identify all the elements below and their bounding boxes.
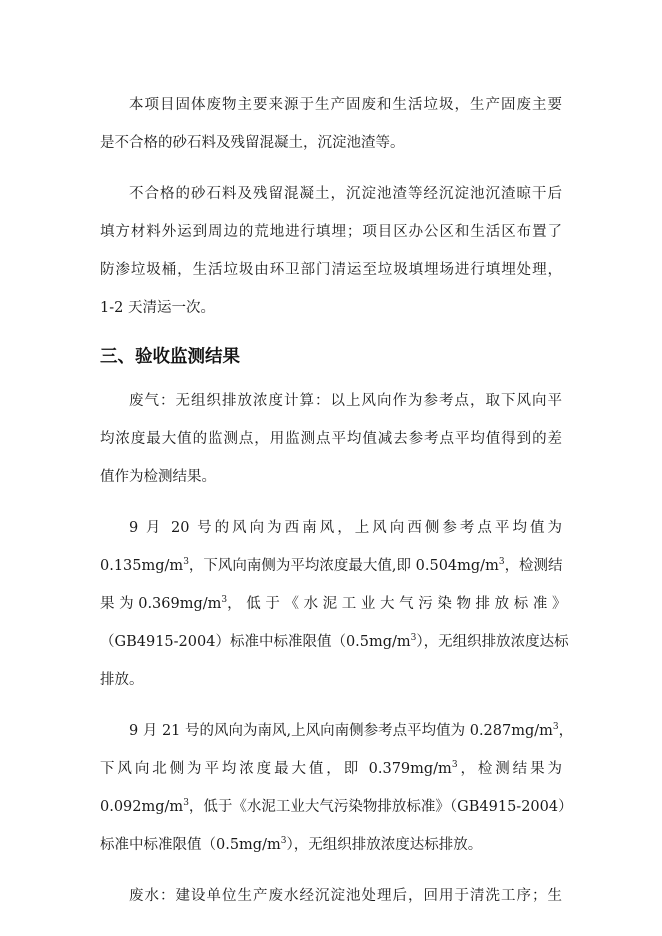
superscript: 3 — [552, 722, 559, 733]
value-text: 下风向北侧为平均浓度最大值，即 0.379mg/m — [100, 761, 452, 777]
text-line: 防渗垃圾桶，生活垃圾由环卫部门清运至垃圾填埋场进行填埋处理， — [100, 262, 562, 278]
text-line — [100, 788, 573, 826]
section-heading: 三、验收监测结果 — [100, 347, 240, 367]
sep21-result-paragraph — [100, 712, 574, 864]
value-text: ，下风向南侧为平均浓度最大值,即 0.504mg/m — [188, 558, 499, 574]
text-line — [100, 547, 562, 585]
superscript: 3 — [183, 798, 189, 809]
value-text: 0.135mg/m — [100, 558, 184, 574]
text-line — [100, 623, 569, 661]
value-text: 标准中标准限值（0.5mg/m — [100, 837, 281, 853]
value-text: ， 低 于 《 水 泥 工 业 大 气 污 染 物 排 放 标 准 》 — [227, 596, 567, 612]
value-text: ，检测结果为 — [457, 761, 562, 777]
text-line: 废气：无组织排放浓度计算：以上风向作为参考点，取下风向平 — [129, 393, 562, 409]
waste-gas-method-paragraph — [100, 382, 562, 496]
superscript: 3 — [280, 836, 287, 847]
text-line: 均浓度最大值的监测点，用监测点平均值减去参考点平均值得到的差 — [100, 431, 562, 447]
superscript: 3 — [451, 760, 458, 771]
text-line — [100, 826, 562, 864]
sep20-result-paragraph — [100, 509, 569, 699]
document-page — [100, 86, 574, 928]
text-line — [100, 750, 562, 788]
text-line: 值作为检测结果。 — [100, 469, 216, 485]
text-line: 废水：建设单位生产废水经沉淀池处理后，回用于清洗工序；生 — [129, 888, 562, 904]
value-text: 9 月 21 号的风向为南风,上风向南侧参考点平均值为 0.287mg/m — [129, 723, 553, 739]
solid-waste-source-paragraph — [100, 86, 562, 162]
value-text: ，检测结 — [504, 558, 563, 574]
text-line — [100, 712, 574, 750]
value-text: ，低于《水泥工业大气污染物排放标准》（GB4915-2004） — [188, 799, 573, 815]
superscript: 3 — [498, 557, 505, 568]
solid-waste-disposal-paragraph — [100, 175, 562, 327]
text-line — [100, 585, 567, 623]
value-text: ），无组织排放浓度达标排放。 — [286, 837, 483, 853]
text-line: 不合格的砂石料及残留混凝土，沉淀池渣等经沉淀池沉渣晾干后 — [129, 186, 562, 202]
text-line: 填方材料外运到周边的荒地进行填埋；项目区办公区和生活区布置了 — [100, 224, 562, 240]
superscript: 3 — [183, 557, 189, 568]
value-text: 果 为 0.369mg/m — [100, 596, 222, 612]
text-line: 9 月 20 号的风向为西南风，上风向西侧参考点平均值为 — [129, 520, 562, 536]
text-line: 1-2 天清运一次。 — [100, 300, 215, 316]
text-line: 排放。 — [100, 672, 144, 688]
value-text: ），无组织排放浓度达标 — [416, 634, 569, 650]
value-text: （GB4915-2004）标准中标准限值（0.5mg/m — [100, 634, 411, 650]
value-text: 0.092mg/m — [100, 799, 184, 815]
superscript: 3 — [410, 633, 417, 644]
superscript: 3 — [221, 595, 228, 606]
text-line: 本项目固体废物主要来源于生产固废和生活垃圾，生产固废主要 — [129, 97, 562, 113]
waste-water-paragraph — [100, 877, 562, 915]
value-text: ， — [558, 723, 574, 739]
text-line: 是不合格的砂石料及残留混凝土，沉淀池渣等。 — [100, 135, 405, 151]
